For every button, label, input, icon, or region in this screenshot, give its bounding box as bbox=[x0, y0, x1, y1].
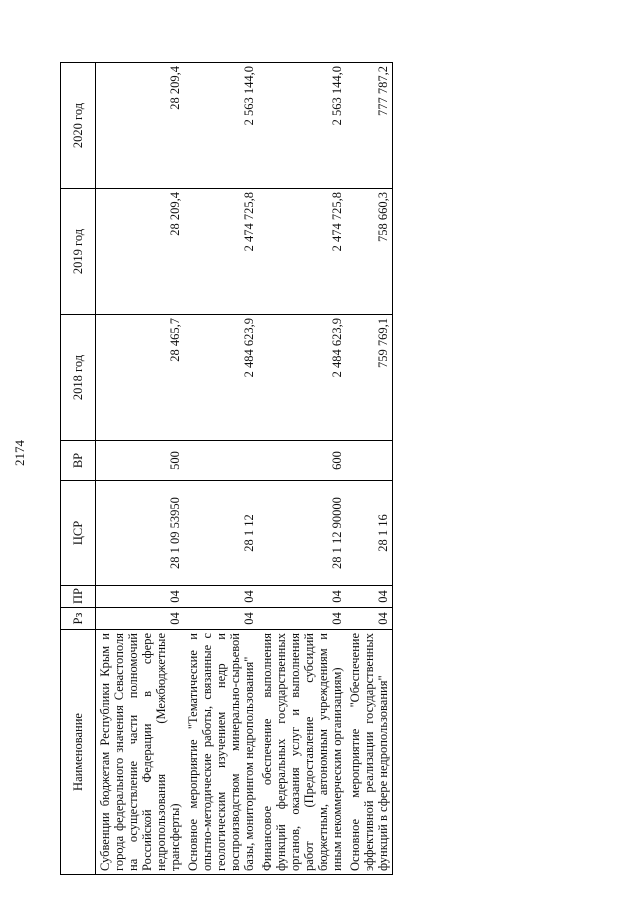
row-2019: 28 209,4 bbox=[96, 189, 185, 315]
row-name: Финансовое обеспечение выполнения функций федеральных государственных органов, оказания услуг и выполнения работ (Предоставление субсидий бюджетным, автономным учреждениям и иным некоммерческим организациям) bbox=[258, 630, 346, 875]
header-2019: 2019 год bbox=[61, 189, 96, 315]
table-row bbox=[346, 63, 393, 875]
budget-table bbox=[60, 62, 393, 875]
row-pr: 04 bbox=[96, 586, 185, 608]
header-2018: 2018 год bbox=[61, 315, 96, 441]
table-header-row bbox=[61, 63, 96, 875]
header-name: Наименование bbox=[61, 630, 96, 875]
row-2020: 777 787,2 bbox=[346, 63, 393, 189]
row-2018: 2 484 623,9 bbox=[184, 315, 258, 441]
header-pr: ПР bbox=[61, 586, 96, 608]
row-csr: 28 1 12 bbox=[184, 481, 258, 586]
row-name: Основное мероприятие "Тематические и опытно-методические работы, связанные с геологическим изучением недр и воспроизводством минерально-сырьевой базы, мониторингом недропользования" bbox=[184, 630, 258, 875]
row-csr: 28 1 12 90000 bbox=[258, 481, 346, 586]
row-2020: 2 563 144,0 bbox=[258, 63, 346, 189]
row-2019: 2 474 725,8 bbox=[258, 189, 346, 315]
row-vr: 600 bbox=[258, 441, 346, 481]
header-vr: ВР bbox=[61, 441, 96, 481]
table-row bbox=[184, 63, 258, 875]
row-name: Субвенции бюджетам Республики Крым и города федерального значения Севастополя на осуществление части полномочий Российской Федерации в сфере недропользования (Межбюджетные трансферты) bbox=[96, 630, 185, 875]
row-rz: 04 bbox=[96, 608, 185, 630]
table-row bbox=[258, 63, 346, 875]
row-rz: 04 bbox=[346, 608, 393, 630]
row-rz: 04 bbox=[258, 608, 346, 630]
row-vr: 500 bbox=[96, 441, 185, 481]
header-csr: ЦСР bbox=[61, 481, 96, 586]
row-2018: 2 484 623,9 bbox=[258, 315, 346, 441]
row-csr: 28 1 16 bbox=[346, 481, 393, 586]
row-pr: 04 bbox=[184, 586, 258, 608]
row-vr bbox=[184, 441, 258, 481]
row-vr bbox=[346, 441, 393, 481]
row-name: Основное мероприятие "Обеспечение эффективной реализации государственных функций в сфере недропользования" bbox=[346, 630, 393, 875]
row-2018: 28 465,7 bbox=[96, 315, 185, 441]
page-number: 2174 bbox=[12, 440, 27, 466]
row-2020: 2 563 144,0 bbox=[184, 63, 258, 189]
table-row bbox=[96, 63, 185, 875]
row-pr: 04 bbox=[346, 586, 393, 608]
row-pr: 04 bbox=[258, 586, 346, 608]
row-rz: 04 bbox=[184, 608, 258, 630]
header-rz: Рз bbox=[61, 608, 96, 630]
header-2020: 2020 год bbox=[61, 63, 96, 189]
row-2018: 759 769,1 bbox=[346, 315, 393, 441]
budget-table-rotated bbox=[60, 62, 604, 875]
row-2019: 758 660,3 bbox=[346, 189, 393, 315]
row-2019: 2 474 725,8 bbox=[184, 189, 258, 315]
row-csr: 28 1 09 53950 bbox=[96, 481, 185, 586]
row-2020: 28 209,4 bbox=[96, 63, 185, 189]
